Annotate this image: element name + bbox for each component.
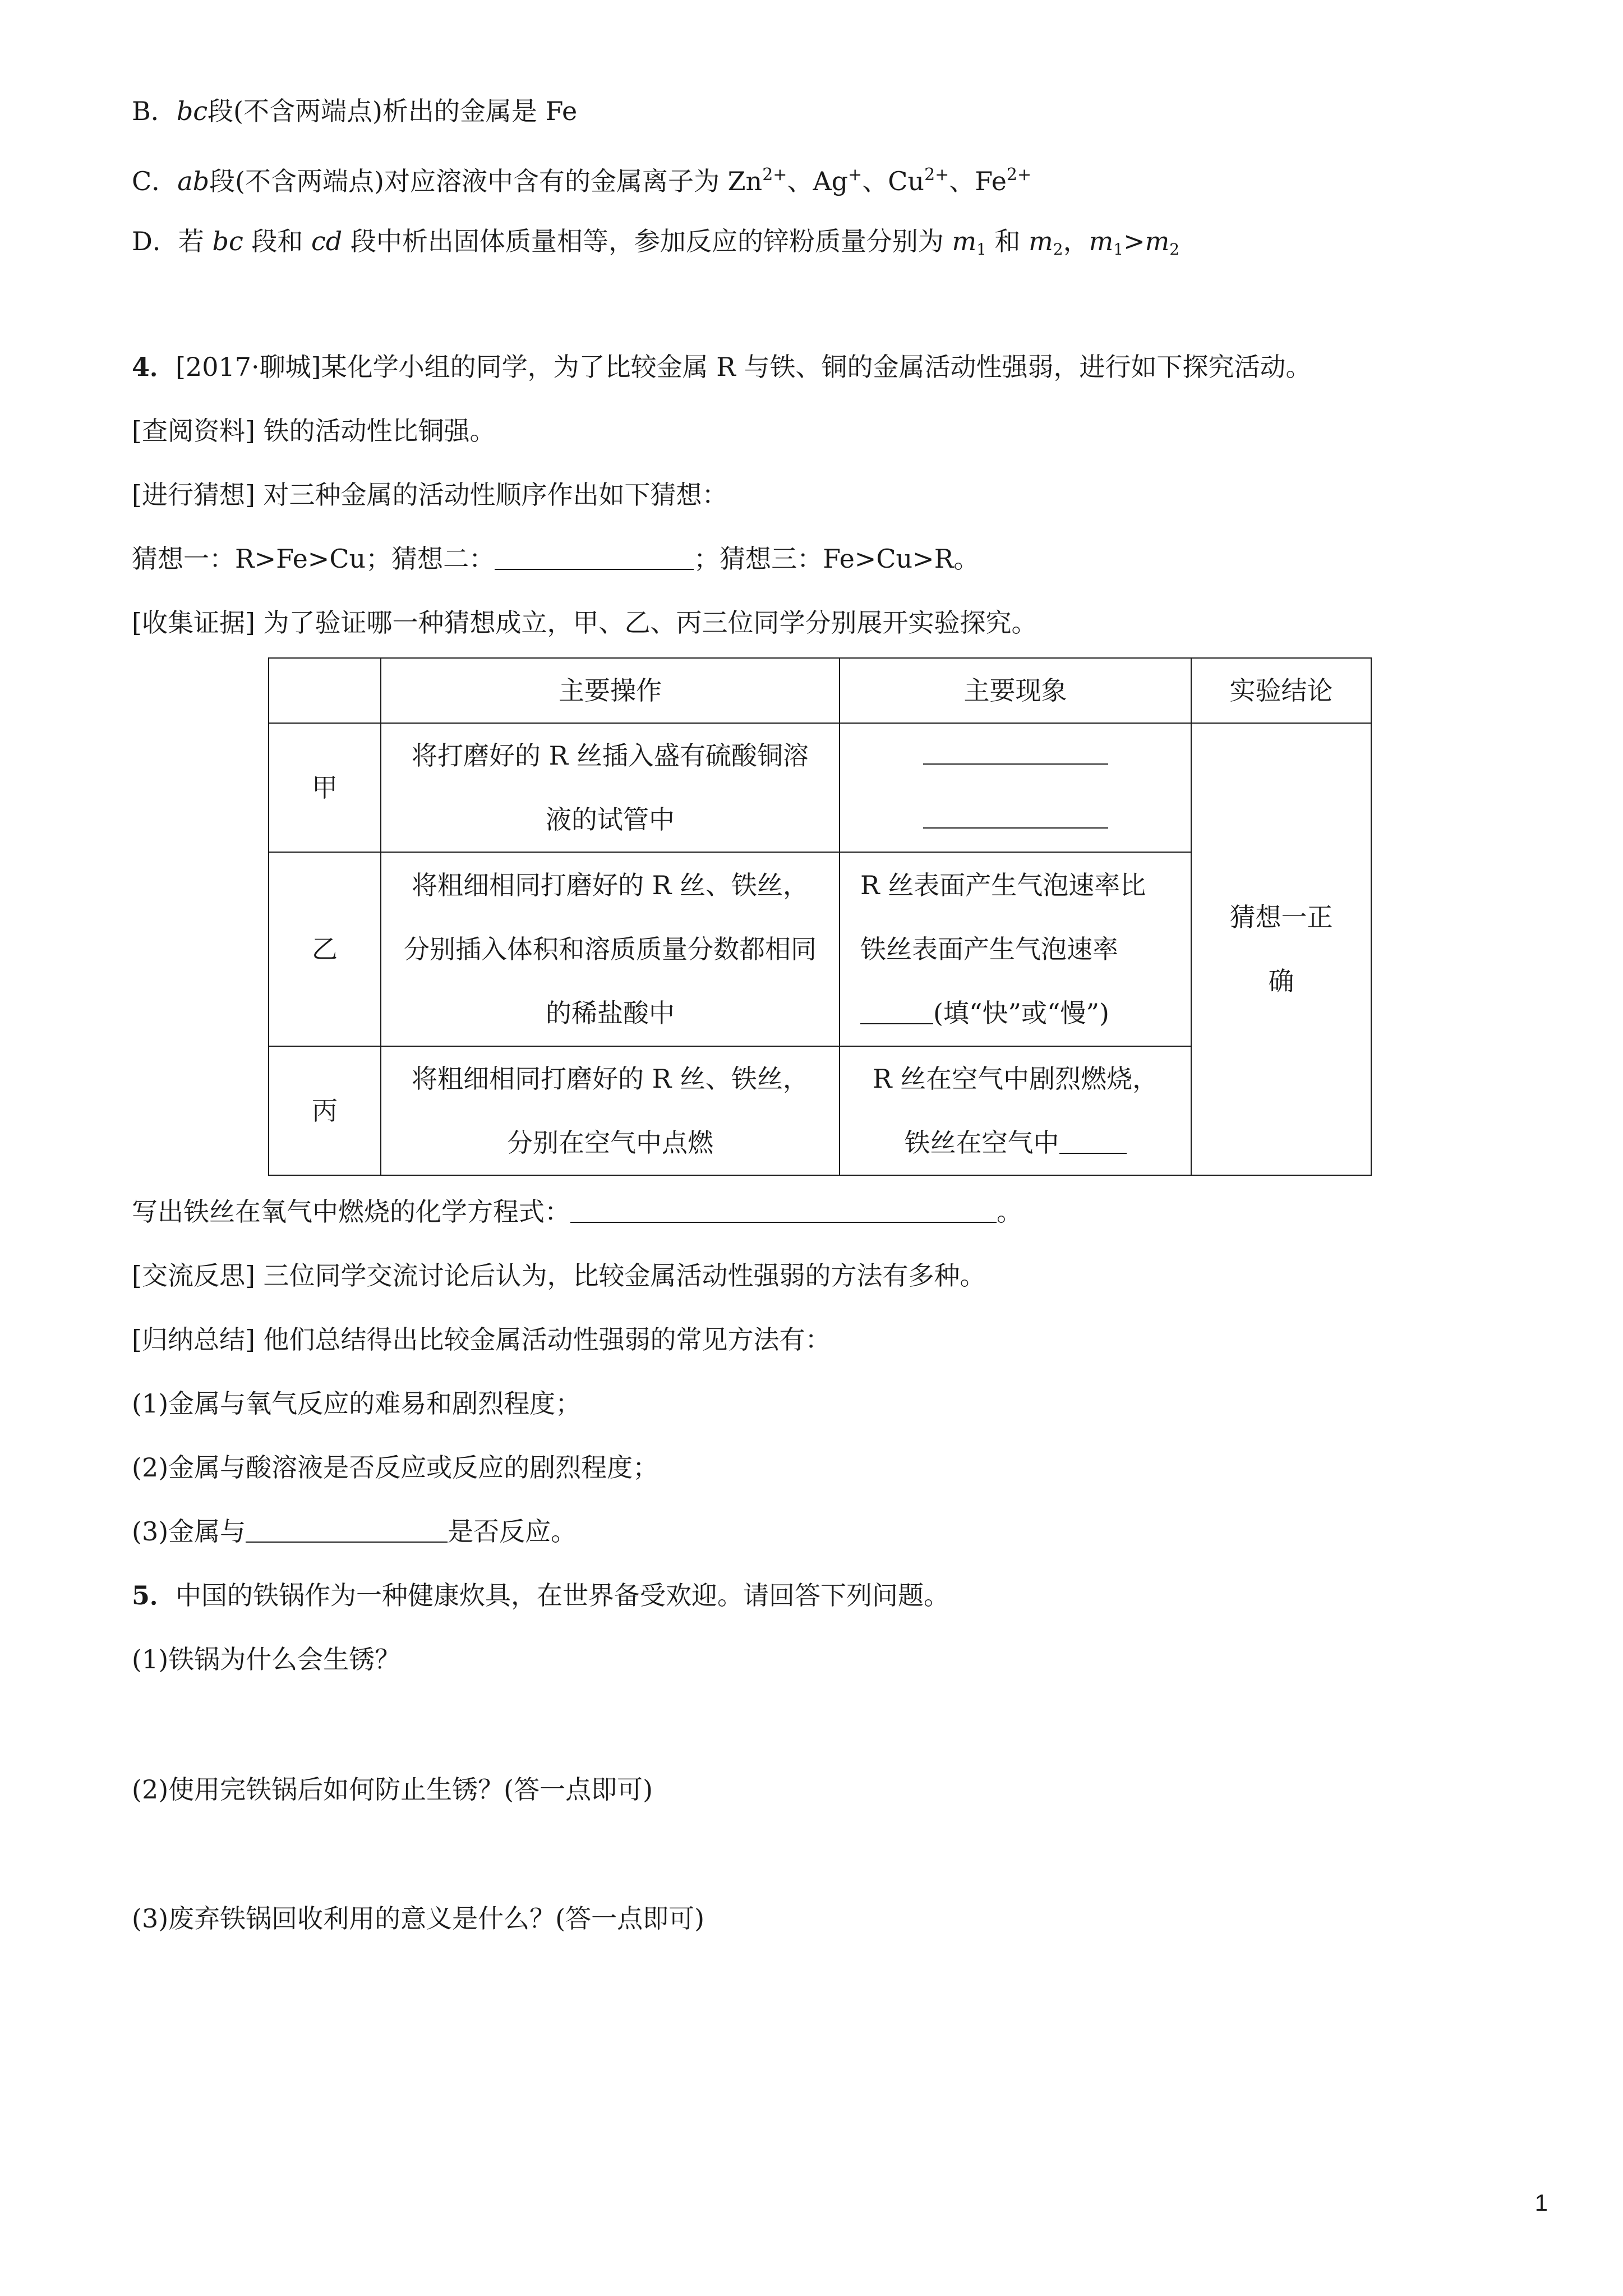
table-header-row	[269, 658, 1371, 723]
speed-blank[interactable]	[860, 1001, 933, 1024]
q4-collect: [收集证据] 为了验证哪一种猜想成立，甲、乙、丙三位同学分别展开实验探究。	[132, 608, 1038, 638]
guess2-blank[interactable]	[495, 546, 694, 570]
row-operation: 将粗细相同打磨好的 R 丝、铁丝，分别插入体积和溶质质量分数都相同的稀盐酸中	[381, 852, 840, 1046]
phenomenon-blank-2[interactable]	[923, 805, 1108, 829]
table-header-operation: 主要操作	[381, 658, 840, 723]
q5-sub-1: (1)铁锅为什么会生锈？	[132, 1644, 401, 1674]
q5-intro: 5．中国的铁锅作为一种健康炊具，在世界备受欢迎。请回答下列问题。	[132, 1580, 950, 1611]
row-name: 甲	[269, 723, 381, 852]
q4-reflect: [交流反思] 三位同学交流讨论后认为，比较金属活动性强弱的方法有多种。	[132, 1260, 986, 1291]
q4-guess-intro: [进行猜想] 对三种金属的活动性顺序作出如下猜想：	[132, 480, 728, 510]
method-2: (2)金属与酸溶液是否反应或反应的剧烈程度；	[132, 1452, 659, 1483]
table-header-phenomenon: 主要现象	[840, 658, 1191, 723]
row-name: 丙	[269, 1046, 381, 1175]
option-d: D．若 bc 段和 cd 段中析出固体质量相等，参加反应的锌粉质量分别为 $m_1$ 和 $m_2$，$m_1>m_2$	[132, 226, 1180, 259]
q4-intro: 4．[2017·聊城]某化学小组的同学，为了比较金属 R 与铁、铜的金属活动性强弱，进行如下探究活动。	[132, 352, 1312, 382]
row-name: 乙	[269, 852, 381, 1046]
phenomenon-blank-1[interactable]	[923, 741, 1108, 765]
q4-equation: 写出铁丝在氧气中燃烧的化学方程式： 。	[132, 1197, 1022, 1227]
method-3: (3)金属与 是否反应。	[132, 1516, 577, 1547]
table-header-conclusion: 实验结论	[1191, 658, 1371, 723]
option-c: C．ab段(不含两端点)对应溶液中含有的金属离子为 $Zn^{2+}$、Ag+、$Cu^{2+}$、$Fe^{2+}$	[132, 165, 1032, 196]
q4-guesses: 猜想一：R>Fe>Cu；猜想二： ；猜想三：Fe>Cu>R。	[132, 544, 980, 574]
row-operation: 将粗细相同打磨好的 R 丝、铁丝，分别在空气中点燃	[381, 1046, 840, 1175]
equation-blank[interactable]	[570, 1199, 997, 1223]
iron-burn-blank[interactable]	[1059, 1130, 1127, 1154]
table-row	[269, 723, 1371, 852]
row-phenomenon-blank[interactable]	[840, 723, 1191, 852]
table-header-empty	[269, 658, 381, 723]
row-phenomenon: R 丝表面产生气泡速率比铁丝表面产生气泡速率(填“快”或“慢”)	[840, 852, 1191, 1046]
row-conclusion: 猜想一正确	[1191, 723, 1371, 1175]
q4-summary: [归纳总结] 他们总结得出比较金属活动性强弱的常见方法有：	[132, 1324, 831, 1355]
row-phenomenon: R 丝在空气中剧烈燃烧， 铁丝在空气中	[840, 1046, 1191, 1175]
method3-blank[interactable]	[246, 1519, 448, 1543]
q5-sub-2: (2)使用完铁锅后如何防止生锈？(答一点即可)	[132, 1774, 653, 1805]
method-1: (1)金属与氧气反应的难易和剧烈程度；	[132, 1388, 582, 1419]
page-number: 1	[1534, 2189, 1548, 2216]
experiment-table	[268, 657, 1372, 1176]
option-b: B．bc段(不含两端点)析出的金属是 Fe	[132, 96, 578, 126]
row-operation: 将打磨好的 R 丝插入盛有硫酸铜溶液的试管中	[381, 723, 840, 852]
q5-sub-3: (3)废弃铁锅回收利用的意义是什么？(答一点即可)	[132, 1903, 705, 1934]
q4-consult: [查阅资料] 铁的活动性比铜强。	[132, 416, 496, 446]
